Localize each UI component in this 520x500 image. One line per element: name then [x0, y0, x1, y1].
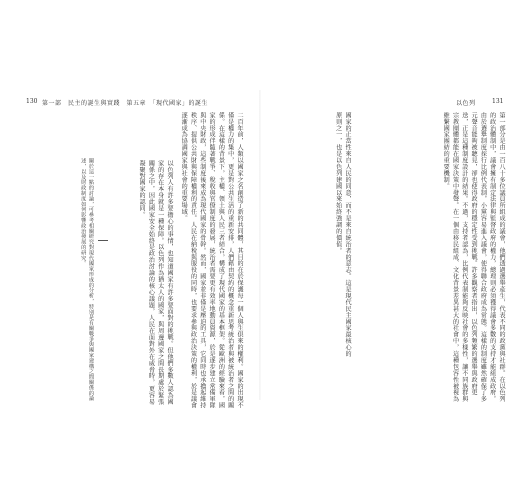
left-running-header: 第一部 民主的誕生與實踐 第五章 「現代國家」的誕生	[42, 100, 209, 107]
right-body-text-column-a: 第一部分是由一百八十多位議員所組成的議會，他們透過選舉產生，代表不同的政黨與社群。在以色列的政治體制中，議會擁有制定法律與監督政府的權力，總理則必須獲得議會多數的支持才能組成政府。由於選舉制度採行比例代表制，小黨容易進入議會，使得聯合政府成為常態。這樣的制度雖然確保了多元聲音能夠被聽見，卻也使得政府的穩定性受到挑戰。許多觀察者指出，以色列頻繁的選舉與政府更迭，正是這種制度設計的結果。不過，支持者認為，比例代表制能夠反映社會的多樣性，讓不同族群與宗教團體都能在國家決策中發聲。在一個由移民組成、文化背景差異甚大的社會中，這種包容性被視為維繫國家團結的重要機制。	[442, 112, 505, 403]
left-footnote: 關於這一點的討論，可參考相關研究對現代國家形成的分析，特別是有關戰爭與國家建構之間關係的論述，以及財政制度如何影響政治發展的研究。	[80, 158, 94, 401]
right-page	[260, 0, 520, 500]
left-body-text-column-b: 以色列人有許多要擔心的事情，也知道國家有許多要面對的挑戰。但他們多數人認為國家的存在本身就是一種保障。以色列作為猶太人的國家，與周邊國家之間長期處於緊張關係之中，因此國家安全始終是政治討論的核心議題，人民在面對外在威脅時，更容易凝聚對國家的認同。	[138, 160, 173, 406]
right-running-header: 以色列	[456, 100, 476, 107]
footnote-separator	[98, 240, 108, 241]
right-body-text-column-b: 國家的正當性來自人民的同意，而不是來自統治者的意志。這是現代民主國家最核心的原則之一，也是以色列建國以來始終強調的價值。	[334, 112, 351, 358]
left-page-number: 130	[26, 98, 38, 105]
right-page-number: 131	[492, 98, 504, 105]
left-body-text-column-a: 二百年前，人類以國家之名創造了新的共同體，其目的在於保護每一個人與生俱來的權利。國家的出現不僅是權力的集中，更是對公共生活的重新安排，人們藉由契約的概念重新思考統治者與被統治者之間的關係。在這樣的背景下，主權、領土與人民三者結合，構成了現代國家的基本框架。從歐洲的經驗來看，國家的形成伴隨著戰爭、稅收與官僚制度的發展，統治者需要更有效率地動員資源，於是逐步建立常備軍隊與中央財政，這些制度後來成為現代國家的骨幹。然而，國家並非僅是壓迫的工具，它同時也承擔起維持秩序、提供公共財與保障權利的責任。人民在納稅與服役的同時，也要求參與政治決策的權利，於是議會逐漸成為協調國家與社會的重要場域。	[180, 112, 243, 409]
